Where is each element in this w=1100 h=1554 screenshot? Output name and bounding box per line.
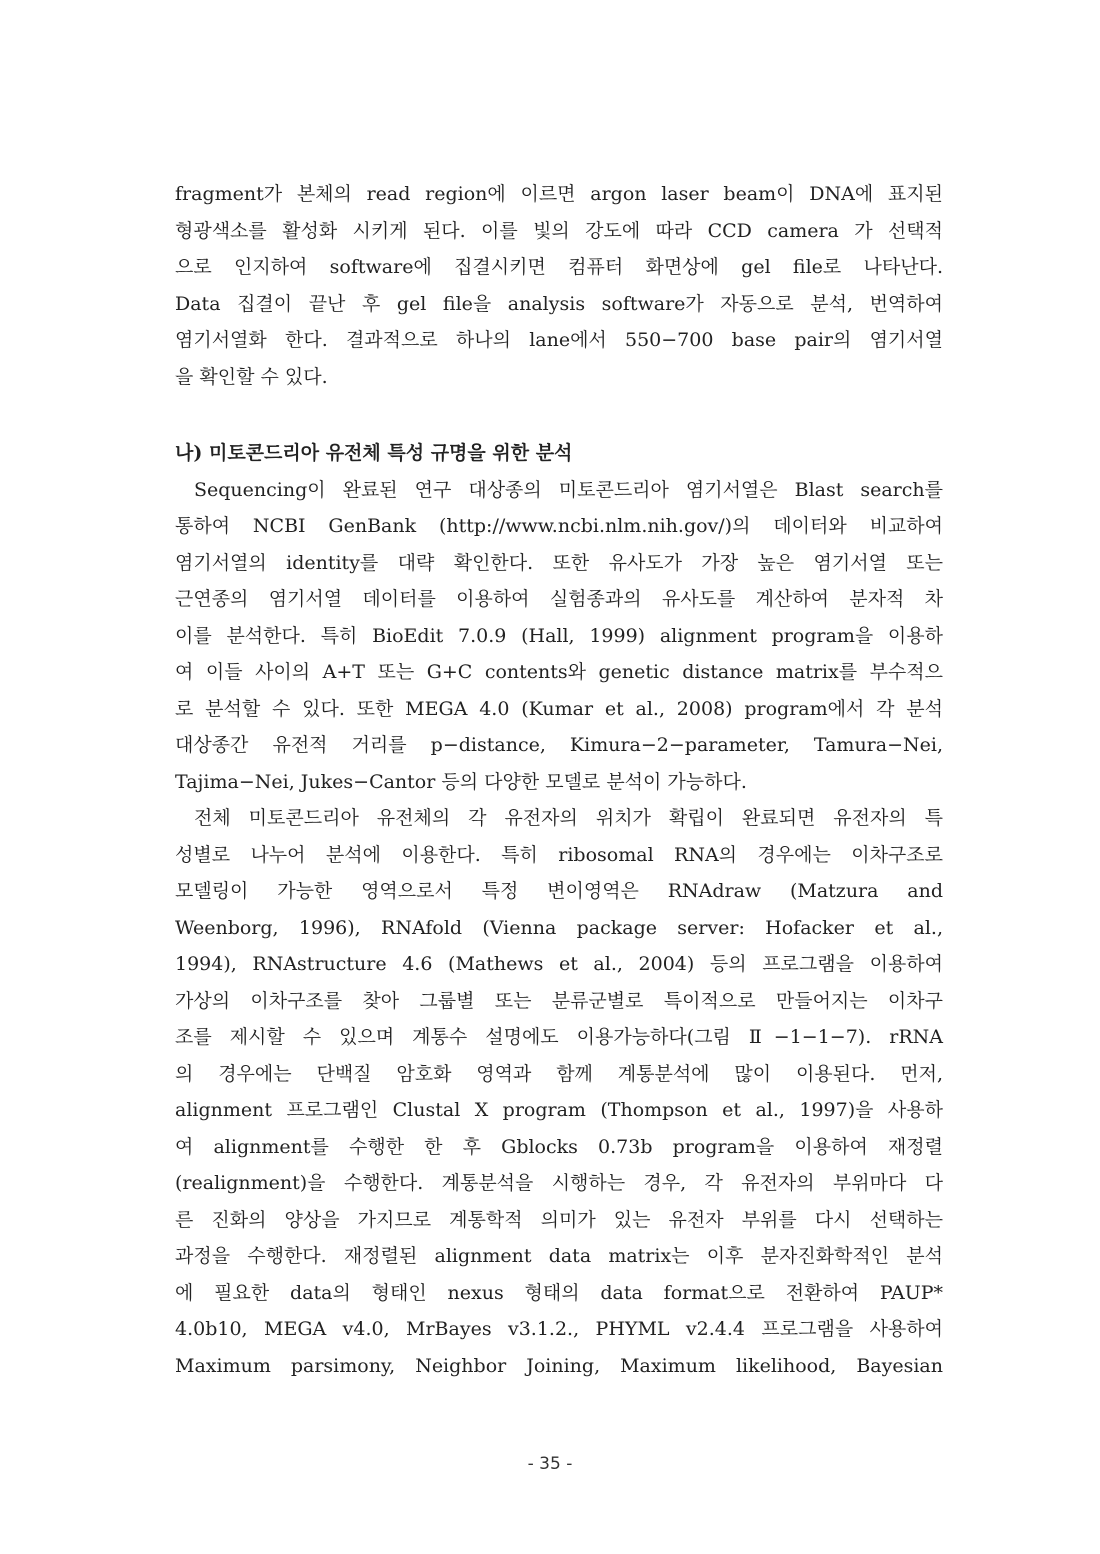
text-line: (realignment)을 수행한다. 계통분석을 시행하는 경우, 각 유전자의 부위마다 다 <box>175 1172 943 1194</box>
paragraph-3 <box>175 800 943 1384</box>
text-line: 조를 제시할 수 있으며 계통수 설명에도 이용가능하다(그림 Ⅱ−1−1−7). rRNA <box>175 1026 943 1048</box>
text-line: 성별로 나누어 분석에 이용한다. 특히 ribosomal RNA의 경우에는 이차구조로 <box>175 843 943 866</box>
text-line: 로 분석할 수 있다. 또한 MEGA 4.0 (Kumar et al., 2008) program에서 각 분석 <box>175 697 943 720</box>
text-line: 가상의 이차구조를 찾아 그룹별 또는 분류군별로 특이적으로 만들어지는 이차구 <box>175 989 943 1012</box>
text-line: Sequencing이 완료된 연구 대상종의 미토콘드리아 염기서열은 Blast search를 <box>194 478 943 501</box>
text-line: 른 진화의 양상을 가지므로 계통학적 의미가 있는 유전자 부위를 다시 선택하는 <box>175 1208 943 1231</box>
text-line: Weenborg, 1996), RNAfold (Vienna package server: Hofacker et al., <box>175 916 943 939</box>
text-line: 에 필요한 data의 형태인 nexus 형태의 data format으로 전환하여 PAUP* <box>175 1281 943 1304</box>
text-line: 모델링이 가능한 영역으로서 특정 변이영역은 RNAdraw (Matzura and <box>175 880 943 902</box>
paragraph-1 <box>175 176 943 395</box>
text-line: 여 이들 사이의 A+T 또는 G+C contents와 genetic distance matrix를 부수적으 <box>175 661 943 683</box>
section-heading: 나) 미토콘드리아 유전체 특성 규명을 위한 분석 <box>175 442 573 464</box>
text-line: alignment 프로그램인 Clustal X program (Thompson et al., 1997)을 사용하 <box>175 1099 943 1121</box>
text-line: 통하여 NCBI GenBank (http://www.ncbi.nlm.nih.gov/)의 데이터와 비교하여 <box>175 515 943 537</box>
text-line: 과정을 수행한다. 재정렬된 alignment data matrix는 이후 분자진화학적인 분석 <box>175 1245 943 1267</box>
text-line: 을 확인할 수 있다. <box>175 365 328 388</box>
text-line: 형광색소를 활성화 시키게 된다. 이를 빛의 강도에 따라 CCD camera 가 선택적 <box>175 219 943 242</box>
text-line: Data 집결이 끝난 후 gel file을 analysis software가 자동으로 분석, 번역하여 <box>175 292 943 315</box>
text-line: 근연종의 염기서열 데이터를 이용하여 실험종과의 유사도를 계산하여 분자적 차 <box>175 588 943 610</box>
page-number: - 35 - <box>527 1454 573 1474</box>
text-line: 4.0b10, MEGA v4.0, MrBayes v3.1.2., PHYML v2.4.4 프로그램을 사용하여 <box>175 1318 943 1340</box>
document-body <box>175 176 943 1384</box>
section-spacer <box>175 395 943 435</box>
text-line: 1994), RNAstructure 4.6 (Mathews et al., 2004) 등의 프로그램을 이용하여 <box>175 953 943 975</box>
text-line: fragment가 본체의 read region에 이르면 argon laser beam이 DNA에 표지된 <box>175 183 943 205</box>
text-line: 여 alignment를 수행한 한 후 Gblocks 0.73b program을 이용하여 재정렬 <box>175 1135 943 1158</box>
text-line: 염기서열의 identity를 대략 확인한다. 또한 유사도가 가장 높은 염기서열 또는 <box>175 551 943 574</box>
text-line: 으로 인지하여 software에 집결시키면 컴퓨터 화면상에 gel file로 나타난다. <box>175 256 943 278</box>
text-line: 전체 미토콘드리아 유전체의 각 유전자의 위치가 확립이 완료되면 유전자의 특 <box>194 807 943 829</box>
paragraph-2 <box>175 472 943 801</box>
text-line: Maximum parsimony, Neighbor Joining, Maximum likelihood, Bayesian <box>175 1354 943 1377</box>
text-line: 대상종간 유전적 거리를 p−distance, Kimura−2−parameter, Tamura−Nei, <box>175 734 943 756</box>
text-line: Tajima−Nei, Jukes−Cantor 등의 다양한 모델로 분석이 가능하다. <box>175 770 747 793</box>
text-line: 이를 분석한다. 특히 BioEdit 7.0.9 (Hall, 1999) alignment program을 이용하 <box>175 624 943 647</box>
text-line: 의 경우에는 단백질 암호화 영역과 함께 계통분석에 많이 이용된다. 먼저, <box>175 1062 943 1085</box>
text-line: 염기서열화 한다. 결과적으로 하나의 lane에서 550−700 base pair의 염기서열 <box>175 329 943 351</box>
